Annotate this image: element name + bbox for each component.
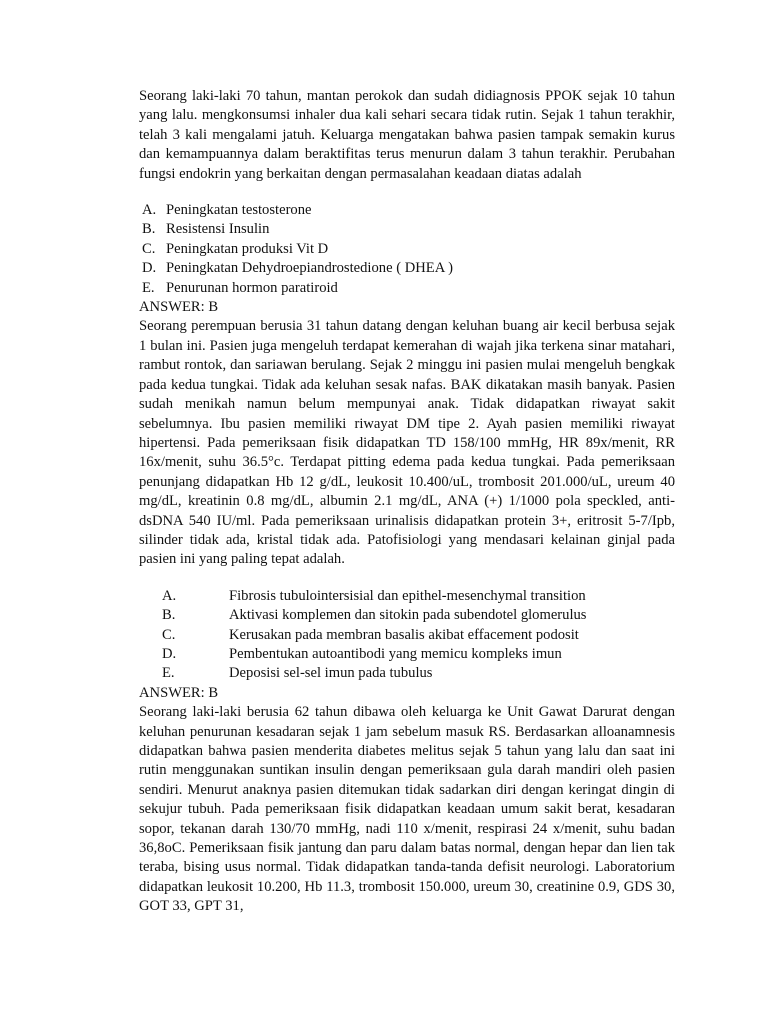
question-2-answer: ANSWER: B [139,684,219,701]
option-letter: A. [142,202,157,219]
option-text: Peningkatan testosterone [166,202,312,219]
option-text: Penurunan hormon paratiroid [166,279,338,296]
option-letter: D. [142,260,157,277]
option-text: Peningkatan Dehydroepiandrostedione ( DHEA ) [166,260,453,277]
question-3-text: Seorang laki-laki berusia 62 tahun dibawa oleh keluarga ke Unit Gawat Darurat dengan keluhan penurunan kesadaran sejak 1 jam sebelum masuk RS. Berdasarkan alloanamnesis didapatkan bahwa pasien menderita diabetes melitus sejak 5 tahun yang lalu dan saat ini rutin menggunakan suntikan insulin dengan pemeriksaan gula darah mandiri oleh pasien sendiri. Menurut anaknya pasien ditemukan tidak sadarkan diri dengan keringat dingin di sekujur tubuh. Pada pemeriksaan fisik didapatkan keadaan umum sakit berat, kesadaran sopor, tekanan darah 130/70 mmHg, nadi 110 x/menit, respirasi 24 x/menit, suhu badan 36,8oC. Pemeriksaan fisik jantung dan paru dalam batas normal, dengan hepar dan lien tak teraba, bising usus normal. Tidak didapatkan tanda-tanda defisit neurologi. Laboratorium didapatkan leukosit 10.200, Hb 11.3, trombosit 150.000, ureum 30, creatinine 0.9, GDS 30, GOT 33, GPT 31, [139,704,675,915]
option-item [139,259,675,278]
option-letter: C. [142,240,156,257]
option-text: Deposisi sel-sel imun pada tubulus [229,665,433,682]
option-item [139,587,675,606]
document-body [139,87,675,917]
question-2-options [139,587,675,684]
question-1-options [139,201,675,298]
option-item [139,626,675,645]
option-item [139,279,675,298]
option-letter: D. [162,645,177,662]
option-text: Resistensi Insulin [166,221,270,238]
option-letter: B. [142,221,156,238]
option-letter: B. [162,607,176,624]
option-item [139,240,675,259]
option-text: Kerusakan pada membran basalis akibat effacement podosit [229,626,579,643]
option-letter: E. [162,665,175,682]
question-1-answer: ANSWER: B [139,299,219,316]
option-item [139,645,675,664]
option-letter: E. [142,279,155,296]
option-letter: A. [162,587,177,604]
option-text: Peningkatan produksi Vit D [166,240,329,257]
option-item [139,201,675,220]
option-text: Fibrosis tubulointersisial dan epithel-mesenchymal transition [229,587,586,604]
question-2-text: Seorang perempuan berusia 31 tahun datang dengan keluhan buang air kecil berbusa sejak 1 bulan ini. Pasien juga mengeluh terdapat kemerahan di wajah jika terkena sinar matahari, rambut rontok, dan sariawan berulang. Sejak 2 minggu ini pasien mulai mengeluh bengkak pada kedua tungkai. Tidak ada keluhan sesak nafas. BAK dikatakan masih banyak. Pasien sudah menikah namun belum mempunyai anak. Tidak didapatkan riwayat sakit sebelumnya. Ibu pasien memiliki riwayat DM tipe 2. Ayah pasien memiliki riwayat hipertensi. Pada pemeriksaan fisik didapatkan TD 158/100 mmHg, HR 89x/menit, RR 16x/menit, suhu 36.5°c. Terdapat pitting edema pada kedua tungkai. Pada pemeriksaan penunjang didapatkan Hb 12 g/dL, leukosit 10.400/uL, trombosit 201.000/uL, ureum 40 mg/dL, kreatinin 0.8 mg/dL, albumin 2.1 mg/dL, ANA (+) 1/1000 pola speckled, anti-dsDNA 540 IU/ml. Pada pemeriksaan urinalisis didapatkan protein 3+, eritrosit 5-7/Ipb, silinder tidak ada, kristal tidak ada. Patofisiologi yang mendasari kelainan ginjal pada pasien ini yang paling tepat adalah. [139,318,675,568]
option-item [139,606,675,625]
question-1-text: Seorang laki-laki 70 tahun, mantan perokok dan sudah didiagnosis PPOK sejak 10 tahun yang lalu. mengkonsumsi inhaler dua kali sehari secara tidak rutin. Sejak 1 tahun terakhir, telah 3 kali mengalami jatuh. Keluarga mengatakan bahwa pasien tampak semakin kurus dan kemampuannya dalam beraktifitas terus menurun dalam 3 tahun terakhir. Perubahan fungsi endokrin yang berkaitan dengan permasalahan keadaan diatas adalah [139,88,675,182]
option-letter: C. [162,626,176,643]
option-item [139,220,675,239]
option-text: Pembentukan autoantibodi yang memicu kompleks imun [229,645,562,662]
option-text: Aktivasi komplemen dan sitokin pada subendotel glomerulus [229,607,587,624]
option-item [139,664,675,683]
